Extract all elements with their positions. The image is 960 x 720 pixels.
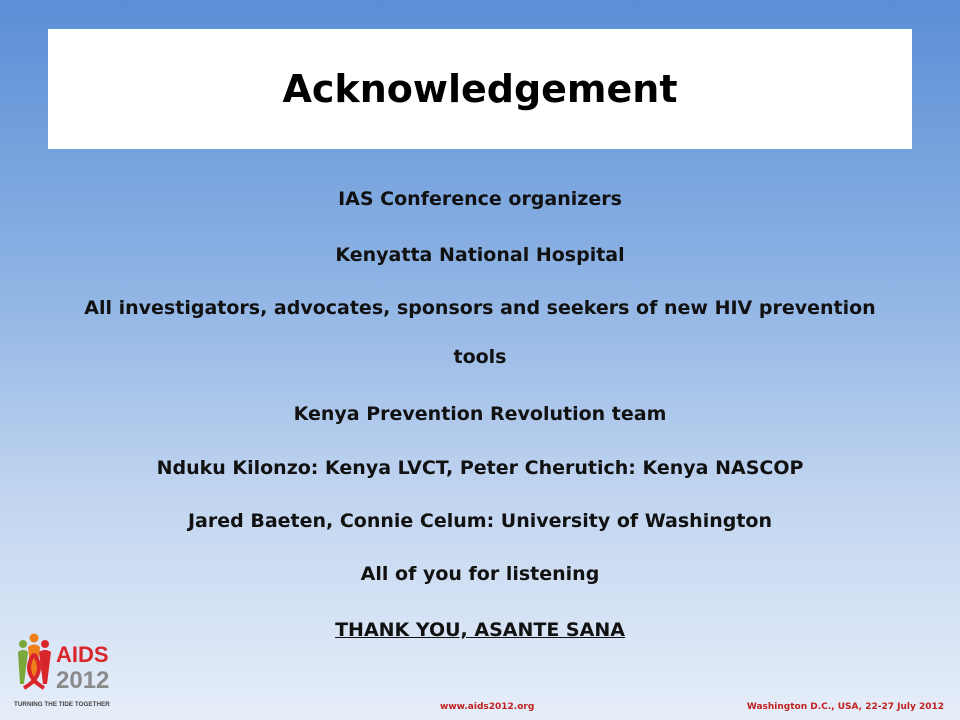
ack-line-kenya-team: Kenya Prevention Revolution team — [293, 403, 667, 425]
ack-line-kilonzo: Nduku Kilonzo: Kenya LVCT, Peter Cherutich: Kenya NASCOP — [156, 457, 804, 479]
ack-line-ias: IAS Conference organizers — [338, 188, 622, 210]
thank-you-line: THANK YOU, ASANTE SANA — [335, 619, 625, 641]
footer-url[interactable]: www.aids2012.org — [440, 702, 535, 712]
ack-line-hospital: Kenyatta National Hospital — [335, 244, 625, 266]
footer-location: Washington D.C., USA, 22-27 July 2012 — [746, 702, 944, 712]
ack-line-listeners: All of you for listening — [360, 563, 600, 585]
slide-title: Acknowledgement — [282, 67, 678, 111]
figure-body-green — [18, 650, 28, 684]
ack-line-tools: tools — [453, 346, 507, 368]
logo-year: 2012 — [56, 667, 110, 694]
ack-line-baeten: Jared Baeten, Connie Celum: University of Washington — [187, 510, 772, 532]
figure-head-red — [41, 640, 49, 648]
logo-tagline: TURNING THE TIDE TOGETHER — [14, 701, 110, 708]
aids2012-logo — [14, 628, 124, 712]
figure-head-orange — [30, 634, 39, 643]
logo-word: AIDS — [56, 642, 109, 667]
aids2012-logo-graphic — [14, 628, 124, 712]
title-box — [48, 29, 912, 149]
ack-line-investigators: All investigators, advocates, sponsors and seekers of new HIV prevention — [84, 297, 876, 319]
figure-head-green — [19, 640, 27, 648]
